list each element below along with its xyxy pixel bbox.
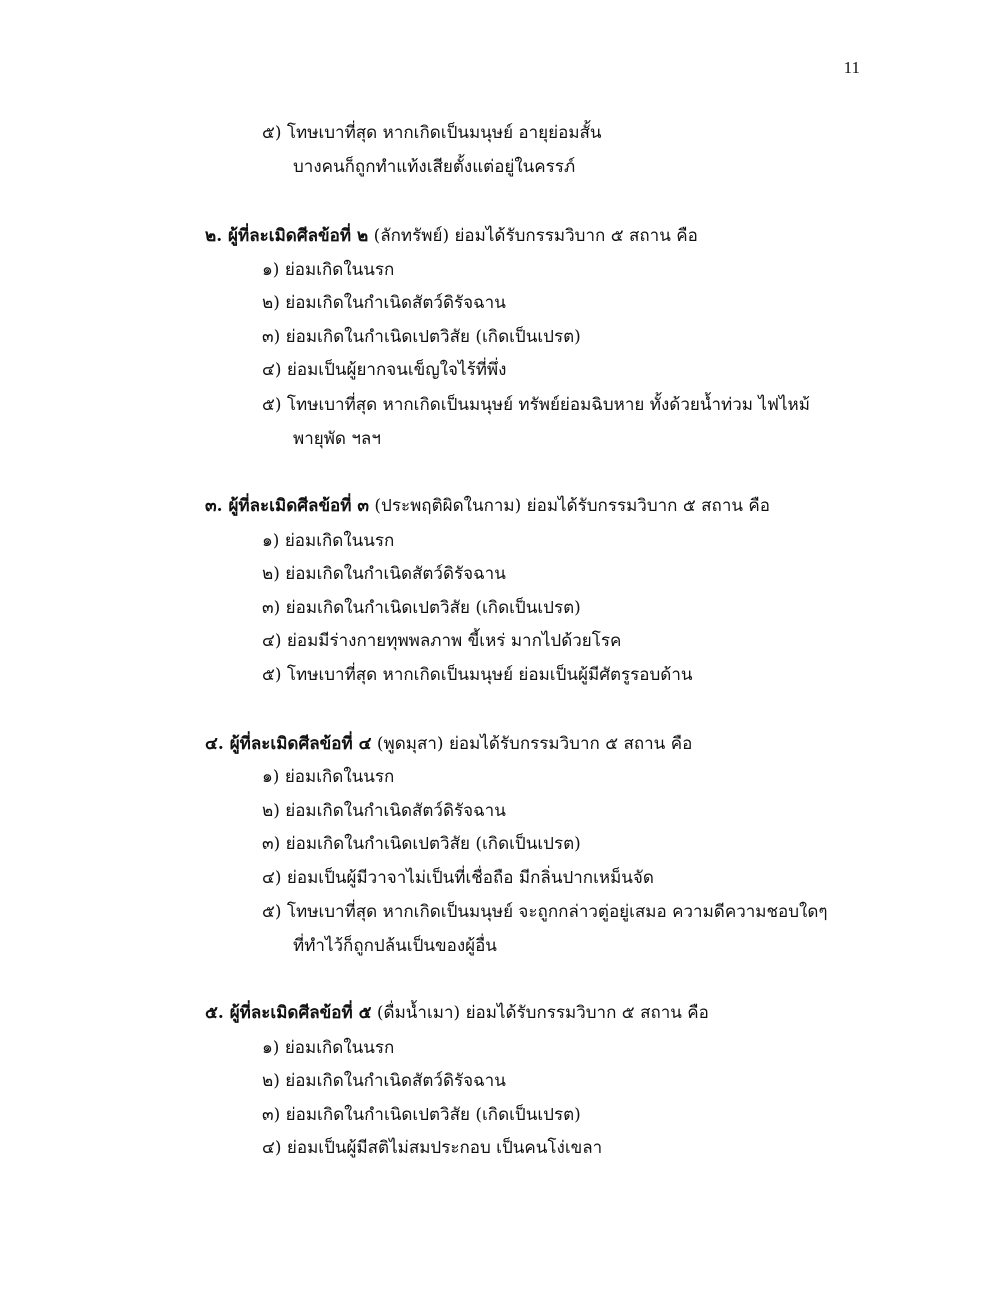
list-item: ๒) ย่อมเกิดในกำเนิดสัตว์ดิรัจฉาน [262, 564, 506, 584]
list-item: ๔) ย่อมมีร่างกายทุพพลภาพ ขี้เหร่ มากไปด้วยโรค [262, 631, 622, 651]
list-item: ๓) ย่อมเกิดในกำเนิดเปตวิสัย (เกิดเป็นเปรต) [262, 327, 581, 347]
list-item: ๓) ย่อมเกิดในกำเนิดเปตวิสัย (เกิดเป็นเปรต) [262, 834, 581, 854]
list-item: ๒) ย่อมเกิดในกำเนิดสัตว์ดิรัจฉาน [262, 801, 506, 821]
section-heading [205, 1001, 709, 1025]
list-item-continuation: พายุพัด ฯลฯ [293, 429, 381, 449]
list-item: ๕) โทษเบาที่สุด หากเกิดเป็นมนุษย์ จะถูกกล่าวตู่อยู่เสมอ ความดีความชอบใดๆ [262, 902, 828, 922]
list-item: ๓) ย่อมเกิดในกำเนิดเปตวิสัย (เกิดเป็นเปรต) [262, 1105, 581, 1125]
list-item: ๔) ย่อมเป็นผู้มีสติไม่สมประกอบ เป็นคนโง่เขลา [262, 1138, 603, 1158]
section-heading-rest: (ดื่มน้ำเมา) ย่อมได้รับกรรมวิบาก ๕ สถาน คือ [371, 1003, 709, 1023]
list-item: ๑) ย่อมเกิดในนรก [262, 767, 395, 787]
list-item-continuation: ที่ทำไว้ก็ถูกปล้นเป็นของผู้อื่น [293, 936, 497, 956]
list-item: ๒) ย่อมเกิดในกำเนิดสัตว์ดิรัจฉาน [262, 1071, 506, 1091]
section-heading-bold: ๓. ผู้ที่ละเมิดศีลข้อที่ ๓ [205, 496, 370, 516]
section-heading-rest: (ลักทรัพย์) ย่อมได้รับกรรมวิบาก ๕ สถาน คือ [368, 226, 698, 246]
list-item-continuation: บางคนก็ถูกทำแท้งเสียตั้งแต่อยู่ในครรภ์ [293, 157, 576, 177]
section-heading-bold: ๒. ผู้ที่ละเมิดศีลข้อที่ ๒ [205, 226, 369, 246]
section-heading-bold: ๔. ผู้ที่ละเมิดศีลข้อที่ ๔ [205, 734, 372, 754]
list-item: ๔) ย่อมเป็นผู้ยากจนเข็ญใจไร้ที่พึ่ง [262, 360, 507, 380]
list-item: ๓) ย่อมเกิดในกำเนิดเปตวิสัย (เกิดเป็นเปรต) [262, 598, 581, 618]
list-item: ๑) ย่อมเกิดในนรก [262, 260, 395, 280]
page-number: 11 [843, 58, 860, 77]
list-item: ๔) ย่อมเป็นผู้มีวาจาไม่เป็นที่เชื่อถือ มีกลิ่นปากเหม็นจัด [262, 868, 654, 888]
list-item: ๒) ย่อมเกิดในกำเนิดสัตว์ดิรัจฉาน [262, 293, 506, 313]
section-heading [205, 494, 770, 518]
list-item: ๕) โทษเบาที่สุด หากเกิดเป็นมนุษย์ ย่อมเป็นผู้มีศัตรูรอบด้าน [262, 665, 693, 685]
list-item: ๕) โทษเบาที่สุด หากเกิดเป็นมนุษย์ อายุย่อมสั้น [262, 123, 602, 143]
list-item: ๑) ย่อมเกิดในนรก [262, 1038, 395, 1058]
section-heading [205, 732, 692, 756]
section-heading-rest: (ประพฤติผิดในกาม) ย่อมได้รับกรรมวิบาก ๕ สถาน คือ [369, 496, 770, 516]
section-heading-bold: ๕. ผู้ที่ละเมิดศีลข้อที่ ๕ [205, 1003, 372, 1023]
list-item: ๑) ย่อมเกิดในนรก [262, 531, 395, 551]
list-item: ๕) โทษเบาที่สุด หากเกิดเป็นมนุษย์ ทรัพย์ย่อมฉิบหาย ทั้งด้วยน้ำท่วม ไฟไหม้ [262, 395, 810, 415]
section-heading-rest: (พูดมุสา) ย่อมได้รับกรรมวิบาก ๕ สถาน คือ [371, 734, 693, 754]
section-heading [205, 224, 698, 248]
